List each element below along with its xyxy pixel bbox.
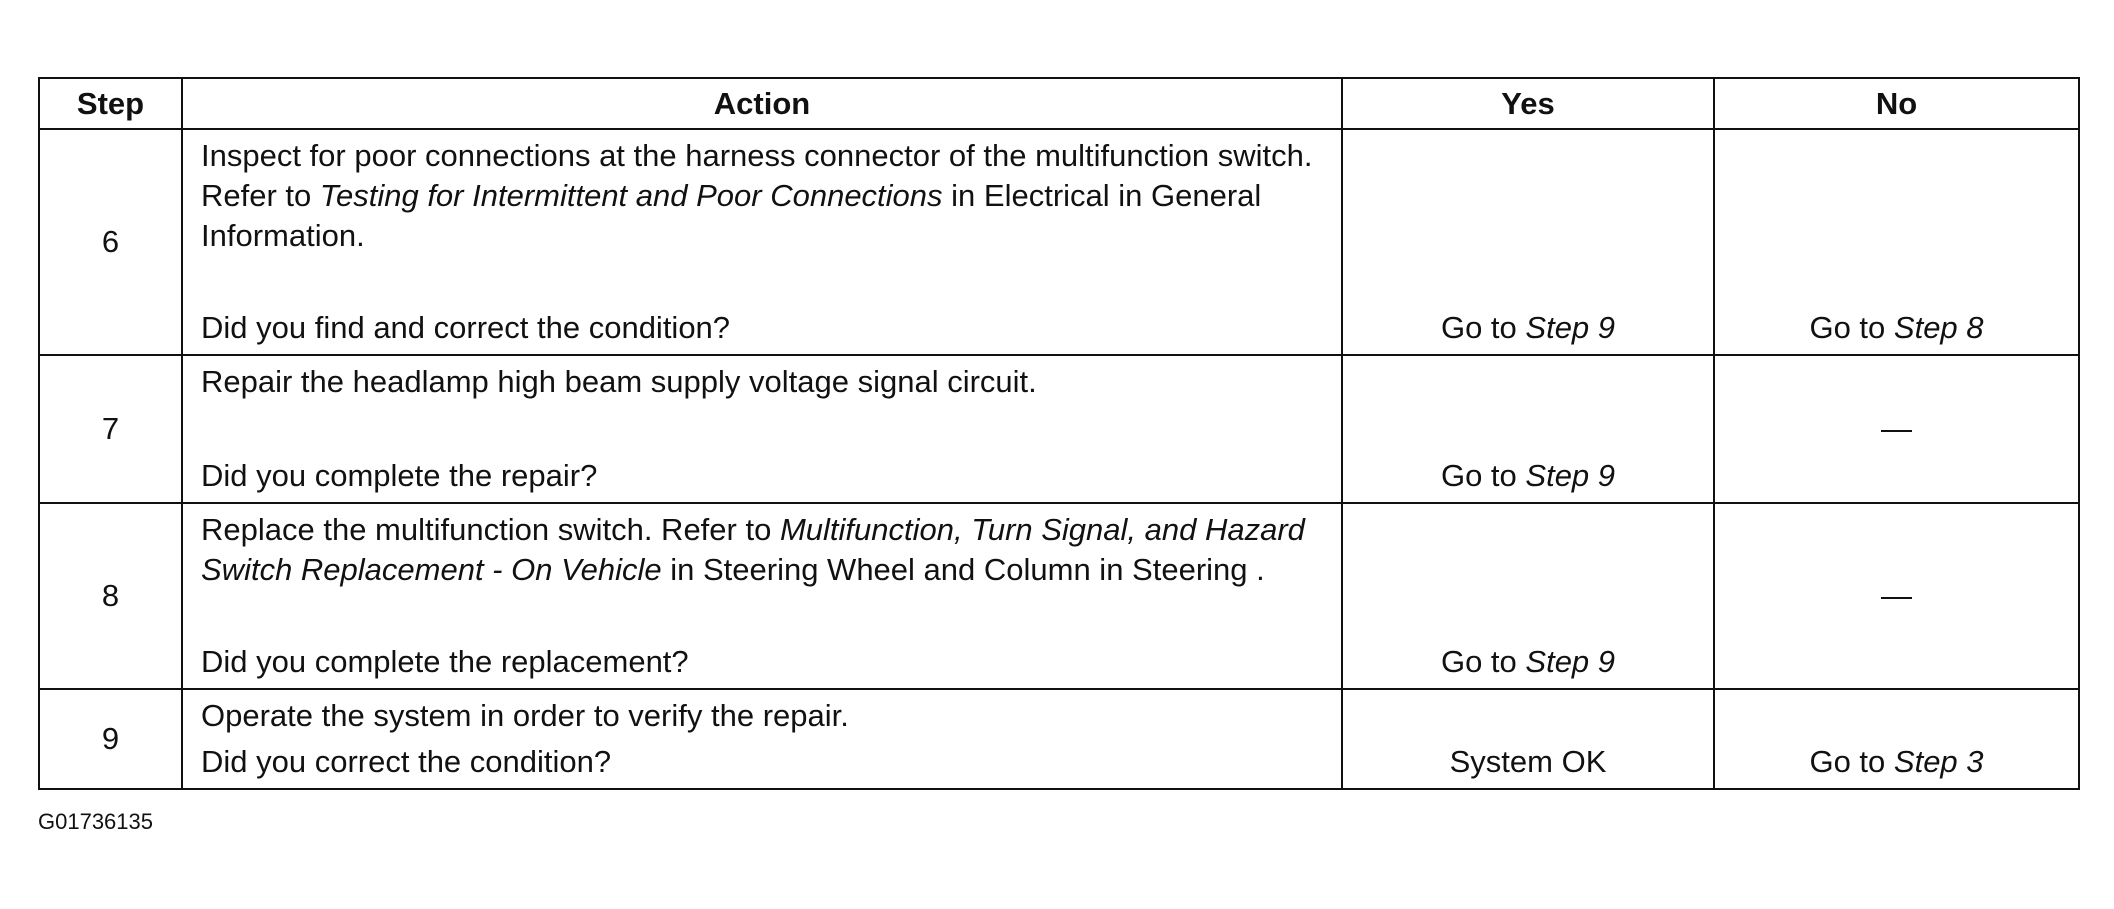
step-reference: Step 8: [1893, 310, 1984, 345]
header-no: No: [1714, 78, 2079, 129]
no-result: —: [1714, 355, 2079, 503]
action-question: Did you find and correct the condition?: [201, 310, 731, 345]
reference-link: Testing for Intermittent and Poor Connections: [319, 178, 943, 213]
action-cell: [182, 689, 1342, 789]
action-instruction: Repair the headlamp high beam supply voltage signal circuit.: [201, 364, 1037, 399]
action-instruction: [201, 510, 1325, 590]
result-prefix: Go to: [1440, 310, 1526, 345]
step-number: 6: [39, 129, 182, 355]
yes-result: System OK: [1342, 689, 1714, 789]
reference-link: Multifunction, Turn Signal, and Hazard Switch Replacement - On Vehicle: [201, 512, 1305, 587]
step-number: 8: [39, 503, 182, 689]
result-prefix: Go to: [1809, 310, 1894, 345]
table-row: [39, 503, 2079, 689]
step-reference: Step 9: [1525, 644, 1616, 679]
instruction-text: Inspect for poor connections at the harness connector of the multifunction switch. Refer to: [201, 138, 1313, 213]
no-result: [1714, 129, 2079, 355]
table-row: [39, 355, 2079, 503]
no-result: [1714, 689, 2079, 789]
action-question: Did you complete the repair?: [201, 458, 598, 493]
table-row: [39, 689, 2079, 789]
instruction-text: in Electrical in General Information.: [201, 178, 1262, 253]
result-prefix: Go to: [1440, 458, 1526, 493]
no-result: —: [1714, 503, 2079, 689]
step-number: 7: [39, 355, 182, 503]
yes-result: [1342, 355, 1714, 503]
diagnostic-table: [38, 77, 2080, 790]
step-reference: Step 9: [1525, 458, 1616, 493]
action-question: Did you correct the condition?: [201, 744, 612, 779]
yes-result: [1342, 503, 1714, 689]
action-question: Did you complete the replacement?: [201, 644, 689, 679]
step-reference: Step 9: [1525, 310, 1616, 345]
action-instruction: [201, 136, 1325, 256]
instruction-text: in Steering Wheel and Column in Steering .: [661, 552, 1265, 587]
table-row: [39, 129, 2079, 355]
action-cell: [182, 129, 1342, 355]
header-yes: Yes: [1342, 78, 1714, 129]
action-instruction: Operate the system in order to verify the repair.: [201, 698, 849, 733]
action-cell: [182, 355, 1342, 503]
result-prefix: Go to: [1440, 644, 1526, 679]
yes-result: [1342, 129, 1714, 355]
header-row: [39, 78, 2079, 129]
header-action: Action: [182, 78, 1342, 129]
figure-id: G01736135: [38, 809, 153, 834]
instruction-text: Replace the multifunction switch. Refer to: [201, 512, 780, 547]
result-prefix: Go to: [1809, 744, 1894, 779]
action-cell: [182, 503, 1342, 689]
step-reference: Step 3: [1893, 744, 1984, 779]
header-step: Step: [39, 78, 182, 129]
step-number: 9: [39, 689, 182, 789]
